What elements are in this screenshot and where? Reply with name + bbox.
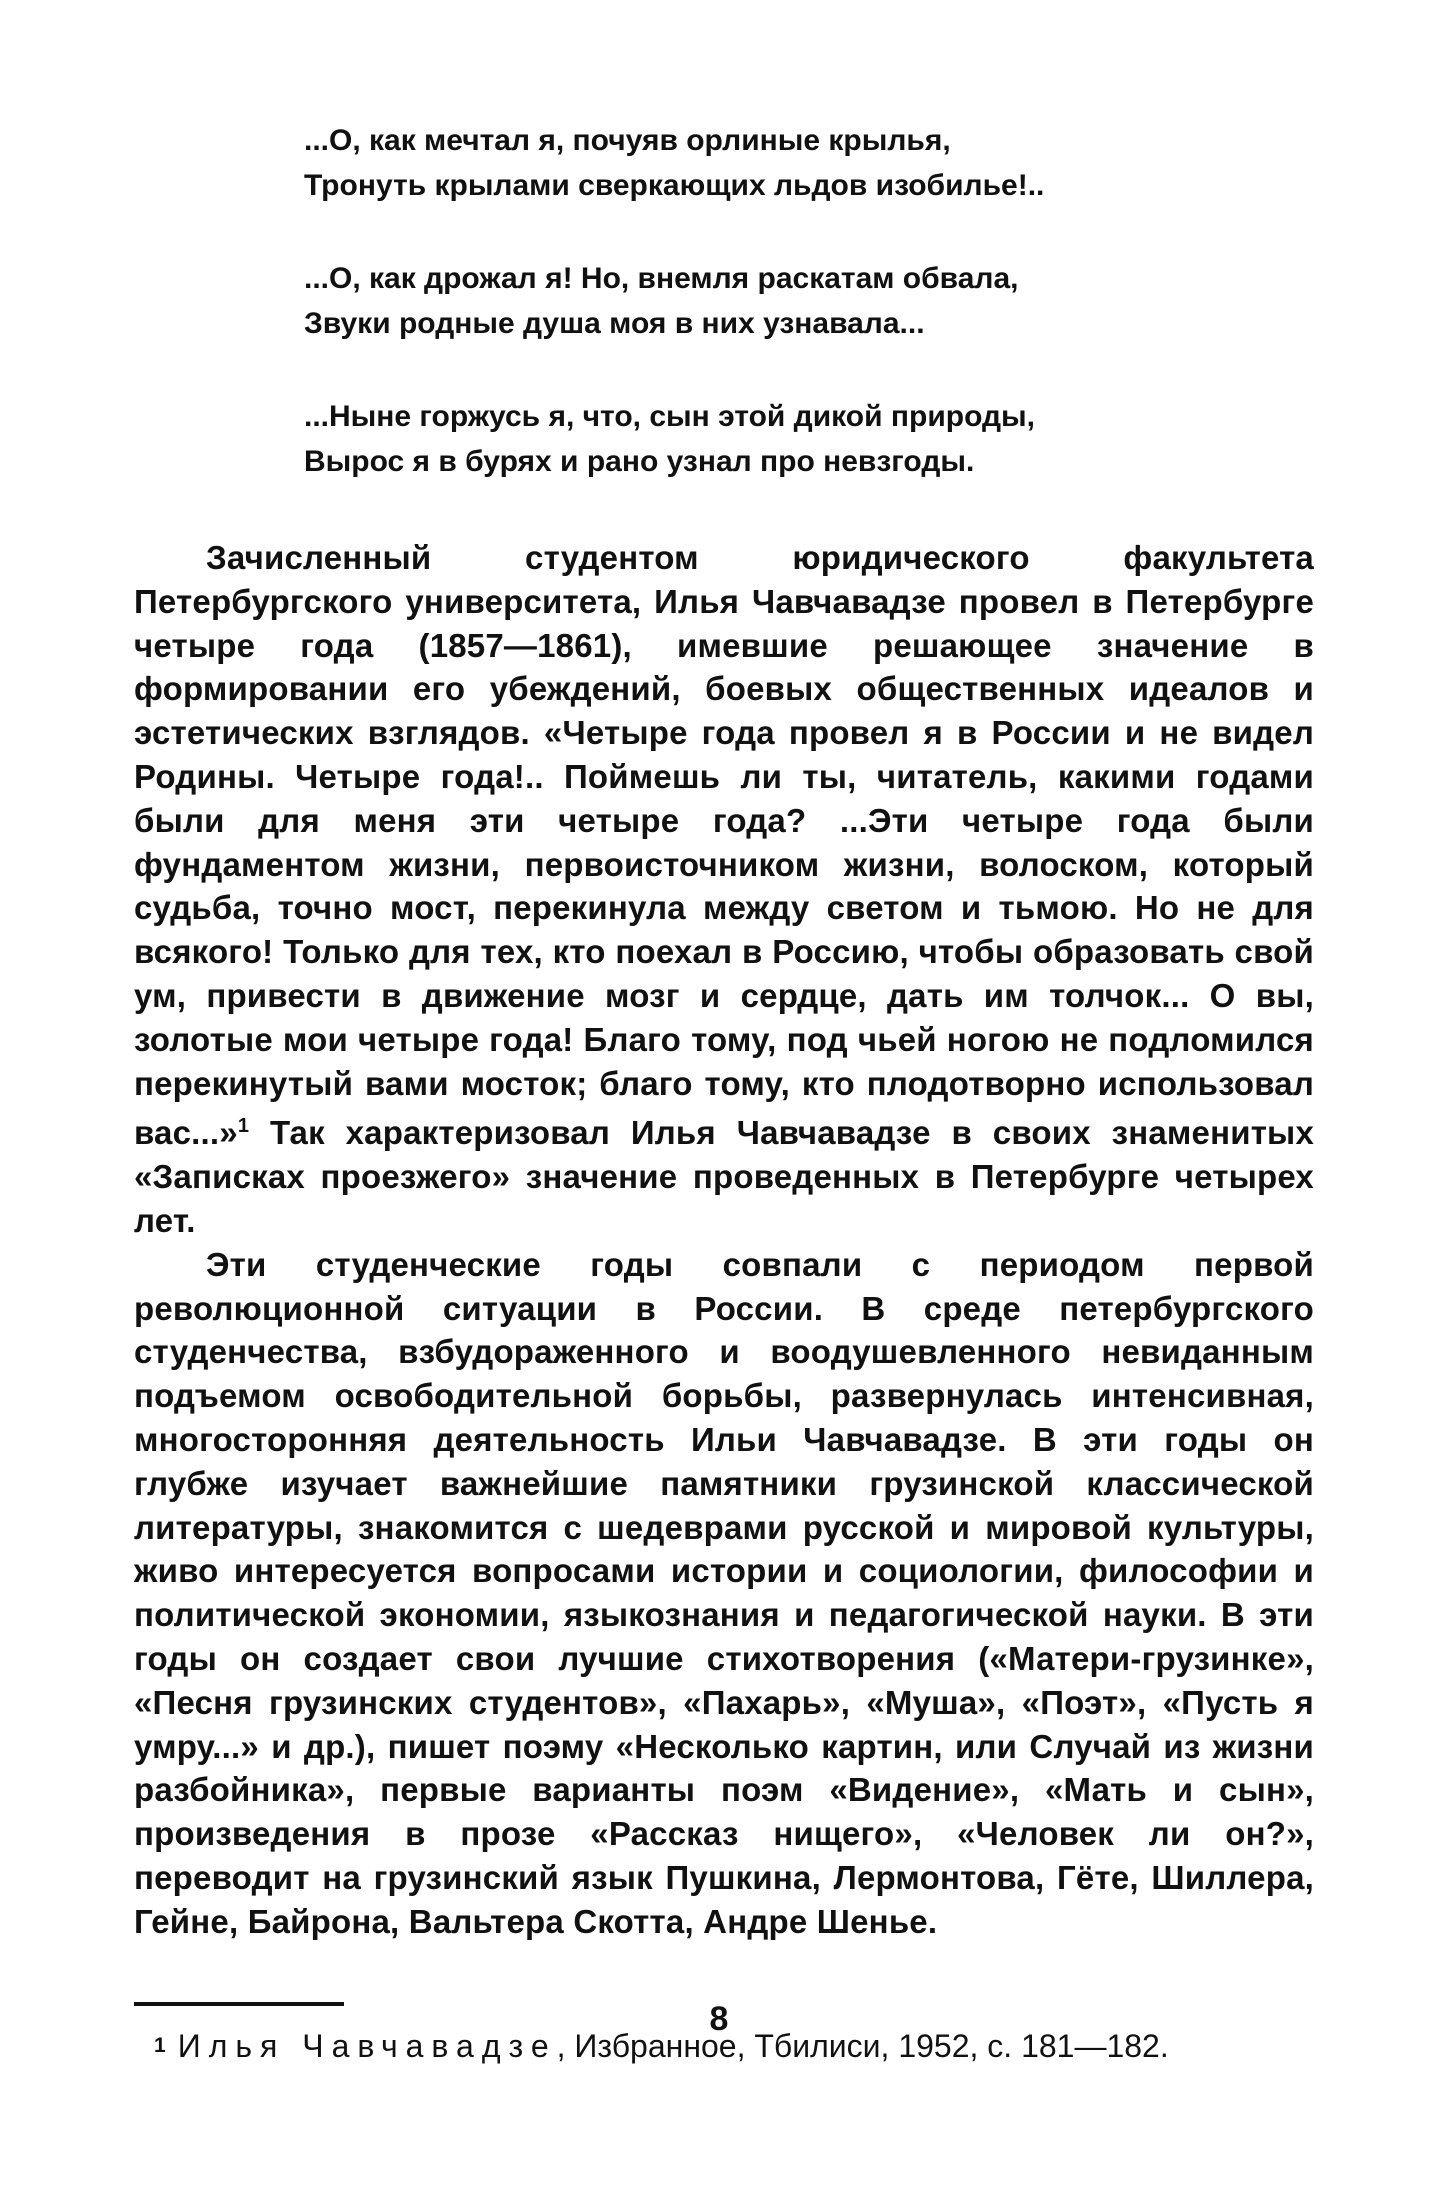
paragraph [134,536,1314,1243]
paragraph-text: Зачисленный студентом юридического факультета Петербургского университета, Илья Чавчавадзе провел в Петербурге четыре года (1857—1861), имевшие решающее значение в формировании его убеждений, боевых общественных идеалов и эстетических взглядов. «Четыре года провел я в России и не видел Родины. Четыре года!.. Поймешь ли ты, читатель, какими годами были для меня эти четыре года? ...Эти четыре года были фундаментом жизни, первоисточником жизни, волоском, который судьба, точно мост, перекинула между светом и тьмою. Но не для всякого! Только для тех, кто поехал в Россию, чтобы образовать свой ум, привести в движение мозг и сердце, дать им толчок... О вы, золотые мои четыре года! Благо тому, под чьей ногою не подломился перекинутый вами мосток; благо тому, кто плодотворно использовал вас...» [134,539,1314,1152]
poem-stanza [304,118,1314,208]
poem-line: Вырос я в бурях и рано узнал про невзгоды. [304,445,975,478]
page-number: 8 [709,2000,729,2038]
footnote-mark: 1 [154,2033,166,2057]
paragraph: Эти студенческие годы совпали с периодом первой революционной ситуации в России. В среде петербургского студенчества, взбудораженного и воодушевленного невиданным подъемом освободительной борьбы, развернулась интенсивная, многосторонняя деятельность Ильи Чавчавадзе. В эти годы он глубже изучает важнейшие памятники грузинской классической литературы, знакомится с шедеврами русской и мировой культуры, живо интересуется вопросами истории и социологии, философии и политической экономии, языкознания и педагогической науки. В эти годы он создает свои лучшие стихотворения («Матери-грузинке», «Песня грузинских студентов», «Пахарь», «Муша», «Поэт», «Пусть я умру...» и др.), пишет поэму «Несколько картин, или Случай из жизни разбойника», первые варианты поэм «Видение», «Мать и сын», произведения в прозе «Рассказ нищего», «Человек ли он?», переводит на грузинский язык Пушкина, Лермонтова, Гёте, Шиллера, Гейне, Байрона, Вальтера Скотта, Андре Шенье. [134,1245,1314,1940]
footnote-author: Илья Чавчавадзе [177,2027,557,2064]
poem-line: ...О, как дрожал я! Но, внемля раскатам обвала, [304,262,1019,295]
body-text [134,536,1314,1944]
page-body [134,118,1314,2068]
poem-line: Тронуть крылами сверкающих льдов изобилье!.. [304,169,1045,202]
poem-stanza [304,394,1314,484]
poem-excerpt [304,118,1314,484]
poem-line: Звуки родные душа моя в них узнавала... [304,307,925,340]
paragraph-text: Так характеризовал Илья Чавчавадзе в своих знаменитых «Записках проезжего» значение проведенных в Петербурге четырех лет. [134,1114,1314,1239]
poem-line: ...Ныне горжусь я, что, сын этой дикой природы, [304,400,1036,433]
footnote-citation: , Избранное, Тбилиси, 1952, с. 181—182. [556,2027,1169,2064]
poem-stanza [304,256,1314,346]
footnote-reference: 1 [237,1115,250,1138]
poem-line: ...О, как мечтал я, почуяв орлиные крылья, [304,124,951,157]
